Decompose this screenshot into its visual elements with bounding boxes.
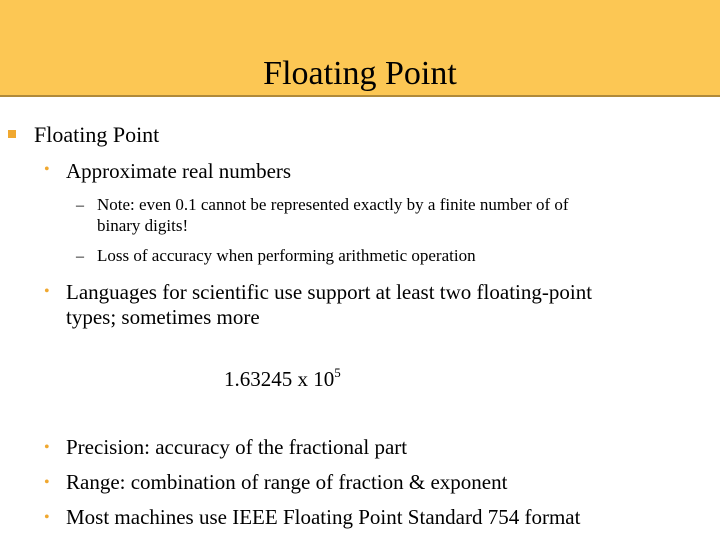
note-line-2: binary digits! [97, 216, 189, 235]
formula-base: 1.63245 x 10 [224, 367, 335, 391]
main-bullet: Floating Point [34, 122, 160, 147]
square-bullet-icon [8, 130, 16, 138]
languages-line-2: types; sometimes more [66, 305, 260, 329]
precision-bullet: Precision: accuracy of the fractional part [66, 435, 408, 459]
dot-bullet-icon: • [44, 509, 50, 526]
dot-bullet-icon: • [44, 161, 50, 178]
loss-bullet: Loss of accuracy when performing arithmetic operation [97, 246, 476, 265]
languages-line-1: Languages for scientific use support at least two floating-point [66, 280, 593, 304]
dash-bullet-icon: – [76, 197, 84, 214]
formula [224, 366, 341, 392]
dot-bullet-icon: • [44, 474, 50, 491]
dot-bullet-icon: • [44, 439, 50, 456]
formula-exponent: 5 [334, 365, 341, 380]
dash-bullet-icon: – [76, 248, 84, 265]
dot-bullet-icon: • [44, 283, 50, 300]
machines-bullet: Most machines use IEEE Floating Point Standard 754 format [66, 505, 581, 529]
approx-bullet: Approximate real numbers [66, 159, 292, 183]
range-bullet: Range: combination of range of fraction & exponent [66, 470, 508, 494]
slide-title-text: Floating Point [263, 55, 457, 92]
note-line-1: Note: even 0.1 cannot be represented exactly by a finite number of of [97, 195, 569, 214]
